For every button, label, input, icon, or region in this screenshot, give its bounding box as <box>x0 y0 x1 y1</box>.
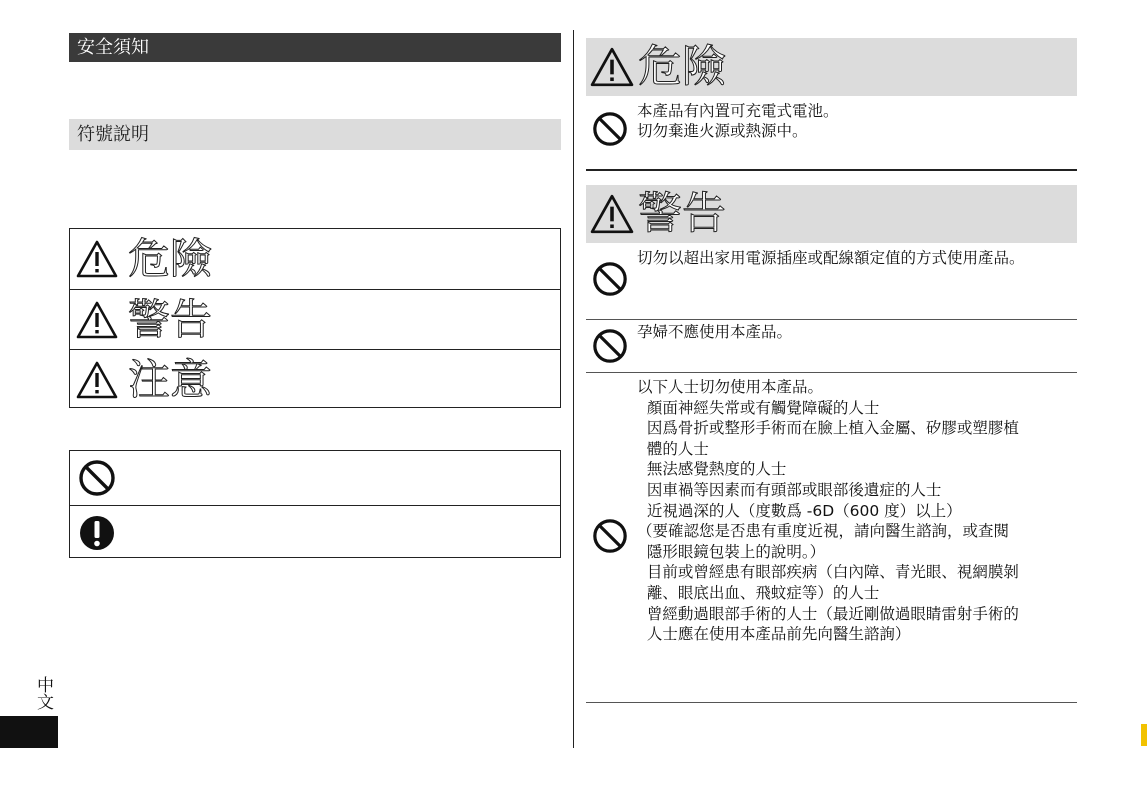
symbol-row-mandatory <box>70 505 560 559</box>
page-edge-marker <box>1141 724 1147 746</box>
danger-title: 危險 <box>638 41 726 92</box>
level-row-caution <box>70 349 560 409</box>
list-line: 人士應在使用本產品前先向醫生諮詢） <box>637 625 911 644</box>
list-line: 隱形眼鏡包裝上的說明。） <box>637 542 826 561</box>
list-line: 以下人士切勿使用本產品。 <box>637 378 824 396</box>
list-line: （要確認您是否患有重度近視，請向醫生諮詢，或查閱 <box>637 522 1010 541</box>
warning-triangle-icon <box>590 193 634 235</box>
item-rule <box>586 319 1077 320</box>
language-tab <box>0 716 58 748</box>
warning-item-3 <box>637 377 1019 645</box>
list-line: 無法感覺熱度的人士 <box>637 460 787 479</box>
prohibition-icon <box>592 111 628 147</box>
warning-item-2: 孕婦不應使用本產品。 <box>637 323 793 341</box>
language-label: 中文 <box>33 676 53 710</box>
mandatory-icon <box>78 514 116 552</box>
prohibition-icon <box>592 518 628 554</box>
section-title: 安全須知 <box>69 33 561 62</box>
danger-line-2: 切勿棄進火源或熱源中。 <box>637 122 808 140</box>
list-line: 體的人士 <box>637 439 709 458</box>
danger-header <box>586 38 1077 96</box>
hazard-level-table <box>69 228 561 408</box>
warning-triangle-icon <box>76 300 118 340</box>
list-line: 近視過深的人（度數爲 -6D（600 度）以上） <box>637 501 962 520</box>
warning-title: 警告 <box>638 188 726 239</box>
level-label-warning: 警告 <box>128 294 213 344</box>
list-line: 離、眼底出血、飛蚊症等）的人士 <box>637 583 880 602</box>
warning-header <box>586 185 1077 243</box>
list-line: 曾經動過眼部手術的人士（最近剛做過眼睛雷射手術的 <box>637 604 1019 623</box>
level-row-danger <box>70 229 560 288</box>
prohibition-icon <box>78 459 116 497</box>
list-line: 目前或曾經患有眼部疾病（白內障、青光眼、視網膜剝 <box>637 563 1019 582</box>
list-line: 因爲骨折或整形手術而在臉上植入金屬、矽膠或塑膠植 <box>637 419 1019 438</box>
level-label-caution: 注意 <box>128 354 213 404</box>
danger-line-1: 本產品有內置可充電式電池。 <box>637 102 839 120</box>
prohibition-icon <box>592 261 628 297</box>
symbol-row-prohibition <box>70 451 560 504</box>
warning-item-1: 切勿以超出家用電源插座或配線額定值的方式使用產品。 <box>637 249 1025 267</box>
column-divider <box>573 30 574 748</box>
level-row-warning <box>70 289 560 349</box>
level-label-danger: 危險 <box>128 233 213 283</box>
warning-triangle-icon <box>590 46 634 88</box>
symbol-table <box>69 450 561 558</box>
subsection-title: 符號說明 <box>69 119 561 150</box>
warning-triangle-icon <box>76 360 118 400</box>
section-rule <box>586 169 1077 171</box>
warning-triangle-icon <box>76 239 118 279</box>
list-line: 因車禍等因素而有頭部或眼部後遺症的人士 <box>637 480 942 499</box>
prohibition-icon <box>592 328 628 364</box>
item-rule <box>586 372 1077 373</box>
item-rule <box>586 702 1077 703</box>
list-line: 顏面神經失常或有觸覺障礙的人士 <box>637 398 880 417</box>
